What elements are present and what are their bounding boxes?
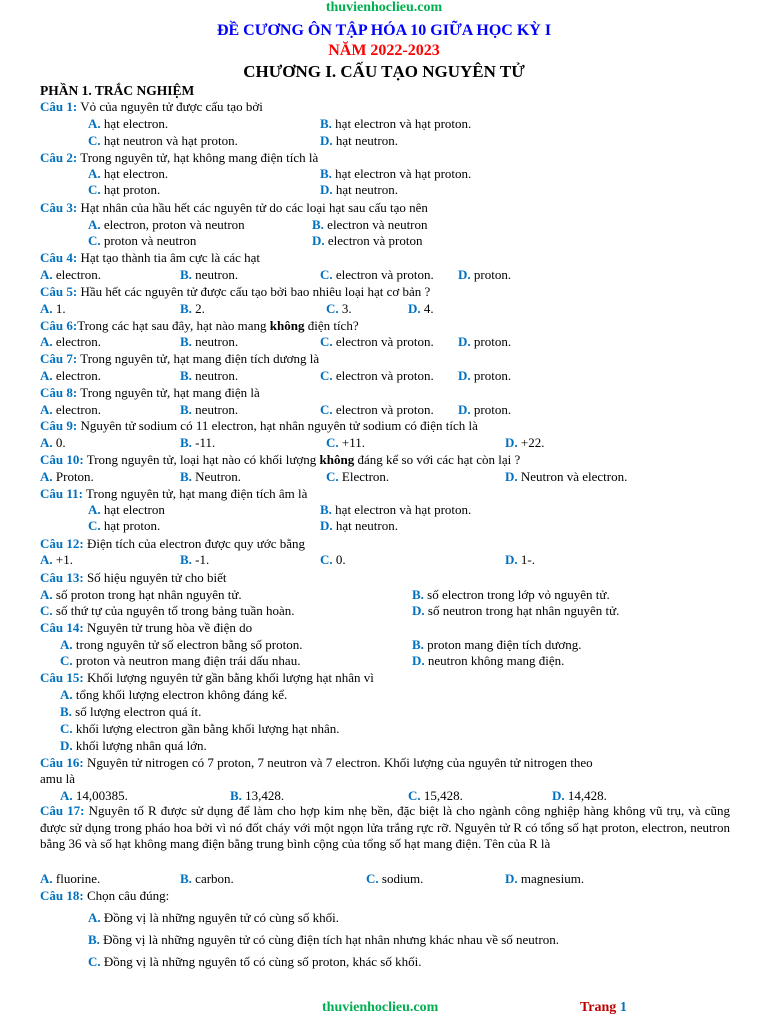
q13-option-d[interactable]: D. số neutron trong hạt nhân nguyên tử. [412, 603, 620, 618]
q6-option-c[interactable]: C. electron và proton. [320, 334, 434, 349]
q11-option-a[interactable]: A. hạt electron [88, 502, 165, 517]
question-3: Câu 3: Hạt nhân của hầu hết các nguyên tử do các loại hạt sau cấu tạo nên [40, 200, 428, 215]
q9-option-a[interactable]: A. 0. [40, 435, 66, 450]
q14-option-b[interactable]: B. proton mang điện tích dương. [412, 637, 582, 652]
question-15: Câu 15: Khối lượng nguyên tử gần bằng khối lượng hạt nhân vì [40, 670, 374, 685]
q8-option-c[interactable]: C. electron và proton. [320, 402, 434, 417]
q1-option-d[interactable]: D. hạt neutron. [320, 133, 398, 148]
question-5: Câu 5: Hầu hết các nguyên tử được cấu tạo bởi bao nhiêu loại hạt cơ bản ? [40, 284, 431, 299]
q1-option-b[interactable]: B. hạt electron và hạt proton. [320, 116, 472, 131]
q6-option-b[interactable]: B. neutron. [180, 334, 239, 349]
q9-option-b[interactable]: B. -11. [180, 435, 216, 450]
question-4: Câu 4: Hạt tạo thành tia âm cực là các hạt [40, 250, 261, 265]
q10-option-a[interactable]: A. Proton. [40, 469, 94, 484]
q5-option-a[interactable]: A. 1. [40, 301, 66, 316]
q2-option-d[interactable]: D. hạt neutron. [320, 182, 398, 197]
q4-option-c[interactable]: C. electron và proton. [320, 267, 434, 282]
q8-option-b[interactable]: B. neutron. [180, 402, 239, 417]
question-13: Câu 13: Số hiệu nguyên tử cho biết [40, 570, 227, 585]
question-8: Câu 8: Trong nguyên tử, hạt mang điện là [40, 385, 260, 400]
q5-option-b[interactable]: B. 2. [180, 301, 205, 316]
q11-option-d[interactable]: D. hạt neutron. [320, 518, 398, 533]
q16-option-c[interactable]: C. 15,428. [408, 788, 463, 803]
q16-option-d[interactable]: D. 14,428. [552, 788, 607, 803]
question-17: Câu 17: Nguyên tố R được sử dụng để làm cho hợp kim nhẹ bền, đặc biệt là cho ngành công nghiệp hàng không vũ trụ, và cũng được sử dụng trong pháo hoa bởi vì nó đốt cháy với một ngọn lửa trắng rực rỡ. Nguyên tử R có tổng số hạt proton, electron, neutron bằng 36 và số hạt không mang điện bằng trung bình cộng của tổng số hạt mang điện. Tên của R là [40, 803, 730, 851]
q3-option-b[interactable]: B. electron và neutron [312, 217, 428, 232]
q4-option-a[interactable]: A. electron. [40, 267, 102, 282]
q7-option-a[interactable]: A. electron. [40, 368, 102, 383]
q3-option-a[interactable]: A. electron, proton và neutron [88, 217, 245, 232]
q11-option-b[interactable]: B. hạt electron và hạt proton. [320, 502, 472, 517]
site-header[interactable]: thuvienhoclieu.com [325, 0, 443, 15]
question-16-cont: amu là [40, 771, 76, 786]
question-14: Câu 14: Nguyên tử trung hòa về điện do [40, 620, 253, 635]
question-10: Câu 10: Trong nguyên tử, loại hạt nào có khối lượng không đáng kể so với các hạt còn lại ? [40, 452, 521, 467]
q18-option-b[interactable]: B. Đồng vị là những nguyên tử có cùng điện tích hạt nhân nhưng khác nhau về số neutron. [88, 932, 559, 947]
q5-option-c[interactable]: C. 3. [326, 301, 352, 316]
q12-option-b[interactable]: B. -1. [180, 552, 210, 567]
q10-option-b[interactable]: B. Neutron. [180, 469, 242, 484]
question-16: Câu 16: Nguyên tử nitrogen có 7 proton, 7 neutron và 7 electron. Khối lượng của nguyên tử nitrogen theo [40, 755, 593, 770]
q6-option-d[interactable]: D. proton. [458, 334, 512, 349]
q16-option-a[interactable]: A. 14,00385. [60, 788, 128, 803]
q8-option-d[interactable]: D. proton. [458, 402, 512, 417]
q2-option-a[interactable]: A. hạt electron. [88, 166, 169, 181]
question-text: Vỏ của nguyên tử được cấu tạo bởi [77, 99, 263, 114]
q16-option-b[interactable]: B. 13,428. [230, 788, 285, 803]
q7-option-d[interactable]: D. proton. [458, 368, 512, 383]
q11-option-c[interactable]: C. hạt proton. [88, 518, 161, 533]
question-18: Câu 18: Chọn câu đúng: [40, 888, 170, 903]
chapter-title: CHƯƠNG I. CẤU TẠO NGUYÊN TỬ [243, 62, 525, 81]
question-11: Câu 11: Trong nguyên tử, hạt mang điện tích âm là [40, 486, 308, 501]
question-6: Câu 6:Trong các hạt sau đây, hạt nào mang không điện tích? [40, 318, 359, 333]
question-12: Câu 12: Điện tích của electron được quy ước bằng [40, 536, 306, 551]
q5-option-d[interactable]: D. 4. [408, 301, 434, 316]
question-label: Câu 1: [40, 99, 78, 114]
q15-option-d[interactable]: D. khối lượng nhân quá lớn. [60, 738, 207, 753]
q12-option-d[interactable]: D. 1-. [505, 552, 535, 567]
question-9: Câu 9: Nguyên tử sodium có 11 electron, hạt nhân nguyên tử sodium có điện tích là [40, 418, 478, 433]
q15-option-b[interactable]: B. số lượng electron quá ít. [60, 704, 202, 719]
q17-option-a[interactable]: A. fluorine. [40, 871, 101, 886]
q12-option-c[interactable]: C. 0. [320, 552, 346, 567]
q1-option-c[interactable]: C. hạt neutron và hạt proton. [88, 133, 238, 148]
q4-option-b[interactable]: B. neutron. [180, 267, 239, 282]
q14-option-a[interactable]: A. trong nguyên tử số electron bằng số proton. [60, 637, 303, 652]
q18-option-a[interactable]: A. Đồng vị là những nguyên tử có cùng số khối. [88, 910, 339, 925]
question-1 [40, 99, 263, 114]
q7-option-b[interactable]: B. neutron. [180, 368, 239, 383]
q6-option-a[interactable]: A. electron. [40, 334, 102, 349]
q15-option-a[interactable]: A. tổng khối lượng electron không đáng kể. [60, 687, 288, 702]
q14-option-d[interactable]: D. neutron không mang điện. [412, 653, 565, 668]
q13-option-b[interactable]: B. số electron trong lớp vỏ nguyên tử. [412, 587, 610, 602]
footer-site-link[interactable]: thuvienhoclieu.com [322, 1000, 439, 1015]
q18-option-c[interactable]: C. Đồng vị là những nguyên tố có cùng số proton, khác số khối. [88, 954, 422, 969]
q10-option-c[interactable]: C. Electron. [326, 469, 390, 484]
q17-option-b[interactable]: B. carbon. [180, 871, 234, 886]
q1-option-a[interactable]: A. hạt electron. [88, 116, 169, 131]
q17-option-d[interactable]: D. magnesium. [505, 871, 585, 886]
school-year: NĂM 2022-2023 [328, 42, 440, 59]
q9-option-c[interactable]: C. +11. [326, 435, 365, 450]
q12-option-a[interactable]: A. +1. [40, 552, 73, 567]
q10-option-d[interactable]: D. Neutron và electron. [505, 469, 628, 484]
q8-option-a[interactable]: A. electron. [40, 402, 102, 417]
q13-option-a[interactable]: A. số proton trong hạt nhân nguyên tử. [40, 587, 242, 602]
q15-option-c[interactable]: C. khối lượng electron gần bằng khối lượng hạt nhân. [60, 721, 340, 736]
q3-option-c[interactable]: C. proton và neutron [88, 233, 197, 248]
q9-option-d[interactable]: D. +22. [505, 435, 545, 450]
q13-option-c[interactable]: C. số thứ tự của nguyên tố trong bảng tuần hoàn. [40, 603, 295, 618]
document-title: ĐỀ CƯƠNG ÔN TẬP HÓA 10 GIỮA HỌC KỲ I [216, 22, 552, 39]
q7-option-c[interactable]: C. electron và proton. [320, 368, 434, 383]
q17-option-c[interactable]: C. sodium. [366, 871, 424, 886]
section-title: PHẦN 1. TRẮC NGHIỆM [40, 83, 195, 98]
q3-option-d[interactable]: D. electron và proton [312, 233, 423, 248]
q4-option-d[interactable]: D. proton. [458, 267, 512, 282]
question-2: Câu 2: Trong nguyên tử, hạt không mang điện tích là [40, 150, 319, 165]
q14-option-c[interactable]: C. proton và neutron mang điện trái dấu nhau. [60, 653, 301, 668]
q2-option-b[interactable]: B. hạt electron và hạt proton. [320, 166, 472, 181]
q2-option-c[interactable]: C. hạt proton. [88, 182, 161, 197]
question-7: Câu 7: Trong nguyên tử, hạt mang điện tích dương là [40, 351, 320, 366]
page-number: Trang 1 [580, 1000, 627, 1015]
